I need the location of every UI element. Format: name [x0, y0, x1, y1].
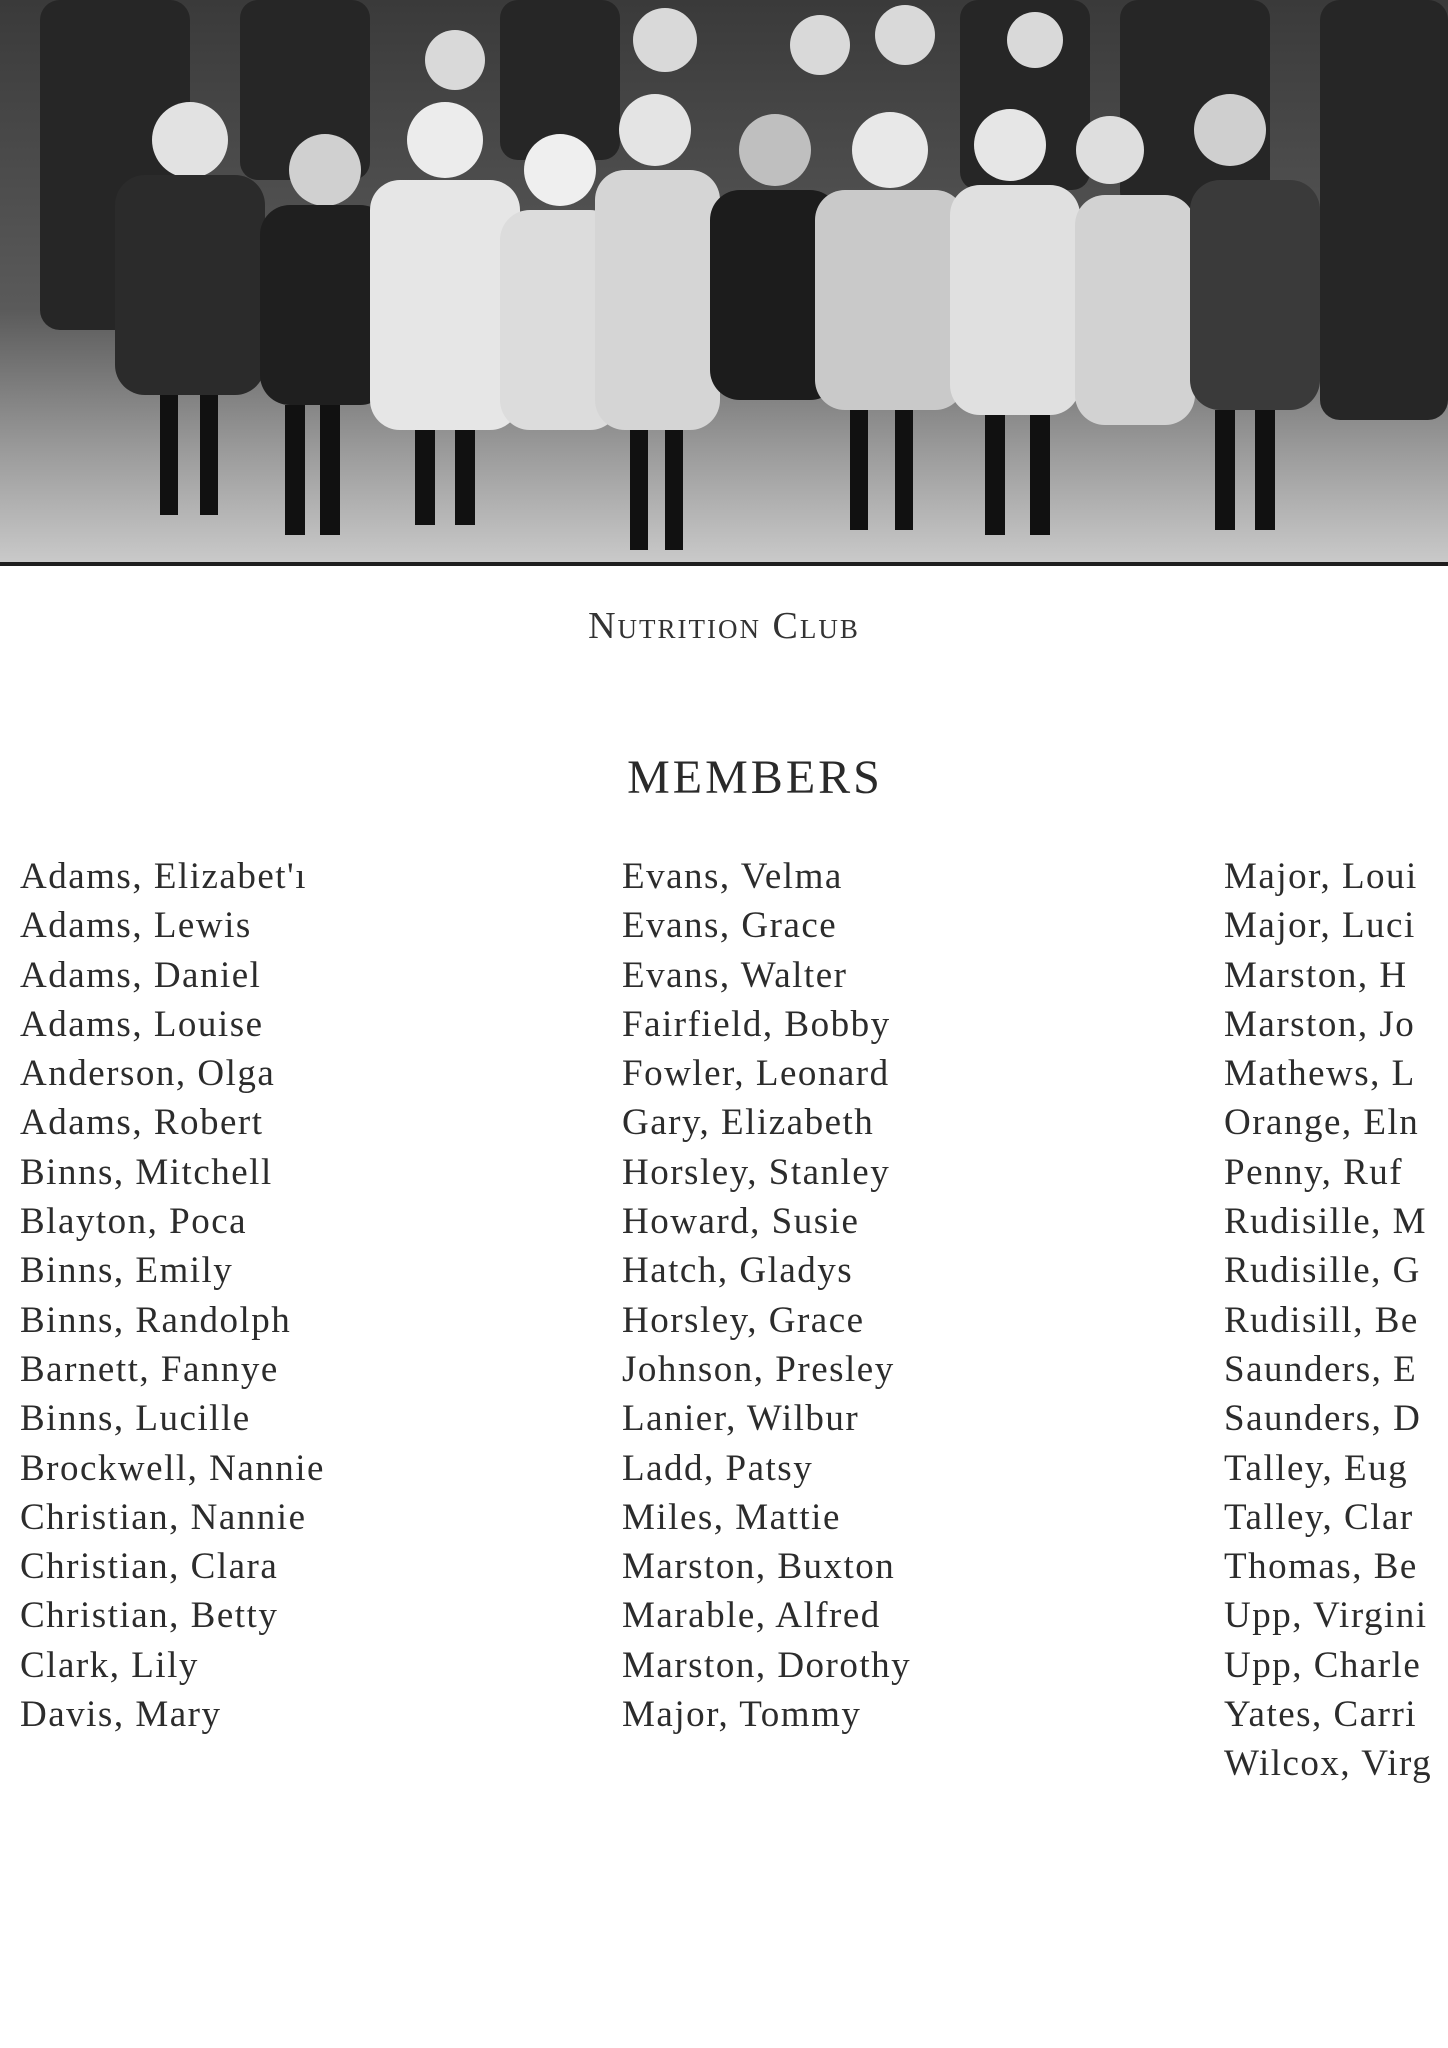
member-name: Rudisille, G	[1224, 1250, 1421, 1292]
member-name: Fairfield, Bobby	[622, 1003, 891, 1045]
member-name: Christian, Clara	[20, 1546, 279, 1588]
member-name: Davis, Mary	[20, 1694, 222, 1736]
member-name: Johnson, Presley	[622, 1348, 895, 1390]
member-name: Fowler, Leonard	[622, 1053, 890, 1095]
member-name: Wilcox, Virg	[1224, 1743, 1433, 1785]
member-name: Binns, Emily	[20, 1250, 234, 1292]
member-name: Evans, Walter	[622, 954, 848, 996]
member-name: Yates, Carri	[1224, 1694, 1418, 1736]
member-name: Adams, Lewis	[20, 905, 252, 947]
member-name: Marable, Alfred	[622, 1595, 881, 1637]
member-name: Saunders, E	[1224, 1348, 1418, 1390]
member-name: Binns, Randolph	[20, 1299, 292, 1341]
member-name: Marston, Buxton	[622, 1546, 896, 1588]
member-name: Major, Tommy	[622, 1694, 862, 1736]
members-heading: MEMBERS	[627, 751, 883, 804]
member-name: Christian, Nannie	[20, 1496, 307, 1538]
member-name: Barnett, Fannye	[20, 1348, 279, 1390]
member-name: Evans, Velma	[622, 856, 843, 897]
member-name: Rudisille, M	[1224, 1201, 1428, 1243]
photo-divider	[0, 562, 1448, 566]
member-name: Brockwell, Nannie	[20, 1447, 325, 1489]
member-name: Adams, Daniel	[20, 954, 262, 996]
member-name: Clark, Lily	[20, 1644, 199, 1686]
member-name: Christian, Betty	[20, 1595, 279, 1637]
member-name: Evans, Grace	[622, 905, 838, 947]
member-name: Major, Luci	[1224, 905, 1416, 947]
member-name: Mathews, L	[1224, 1053, 1416, 1095]
group-photo-illustration	[0, 0, 1448, 562]
member-name: Blayton, Poca	[20, 1201, 248, 1243]
member-name: Anderson, Olga	[20, 1053, 276, 1095]
member-name: Gary, Elizabeth	[622, 1102, 875, 1144]
member-name: Binns, Mitchell	[20, 1151, 273, 1193]
member-name: Binns, Lucille	[20, 1398, 251, 1440]
member-name: Marston, Dorothy	[622, 1644, 912, 1686]
member-name: Horsley, Stanley	[622, 1151, 891, 1193]
member-name: Talley, Clar	[1224, 1496, 1414, 1538]
member-name: Hatch, Gladys	[622, 1250, 854, 1292]
member-name: Upp, Virgini	[1224, 1595, 1428, 1637]
member-name: Adams, Louise	[20, 1003, 264, 1045]
member-name: Adams, Elizabet'ı	[20, 856, 307, 897]
member-name: Miles, Mattie	[622, 1496, 841, 1538]
group-photo	[0, 0, 1448, 562]
members-column-1	[20, 852, 325, 1739]
member-name: Talley, Eug	[1224, 1447, 1409, 1489]
member-name: Orange, Eln	[1224, 1102, 1420, 1144]
member-name: Lanier, Wilbur	[622, 1398, 860, 1440]
member-name: Marston, H	[1224, 954, 1408, 996]
member-name: Upp, Charle	[1224, 1644, 1422, 1686]
members-column-2	[622, 852, 911, 1739]
member-name: Thomas, Be	[1224, 1546, 1418, 1588]
member-name: Penny, Ruf	[1224, 1151, 1404, 1193]
member-name: Adams, Robert	[20, 1102, 264, 1144]
photo-caption: Nutrition Club	[588, 605, 860, 647]
member-name: Marston, Jo	[1224, 1003, 1416, 1045]
member-name: Major, Loui	[1224, 856, 1418, 897]
members-column-3	[1224, 852, 1448, 1789]
member-name: Rudisill, Be	[1224, 1299, 1419, 1341]
member-name: Howard, Susie	[622, 1201, 860, 1243]
member-name: Horsley, Grace	[622, 1299, 865, 1341]
member-name: Saunders, D	[1224, 1398, 1422, 1440]
member-name: Ladd, Patsy	[622, 1447, 814, 1489]
